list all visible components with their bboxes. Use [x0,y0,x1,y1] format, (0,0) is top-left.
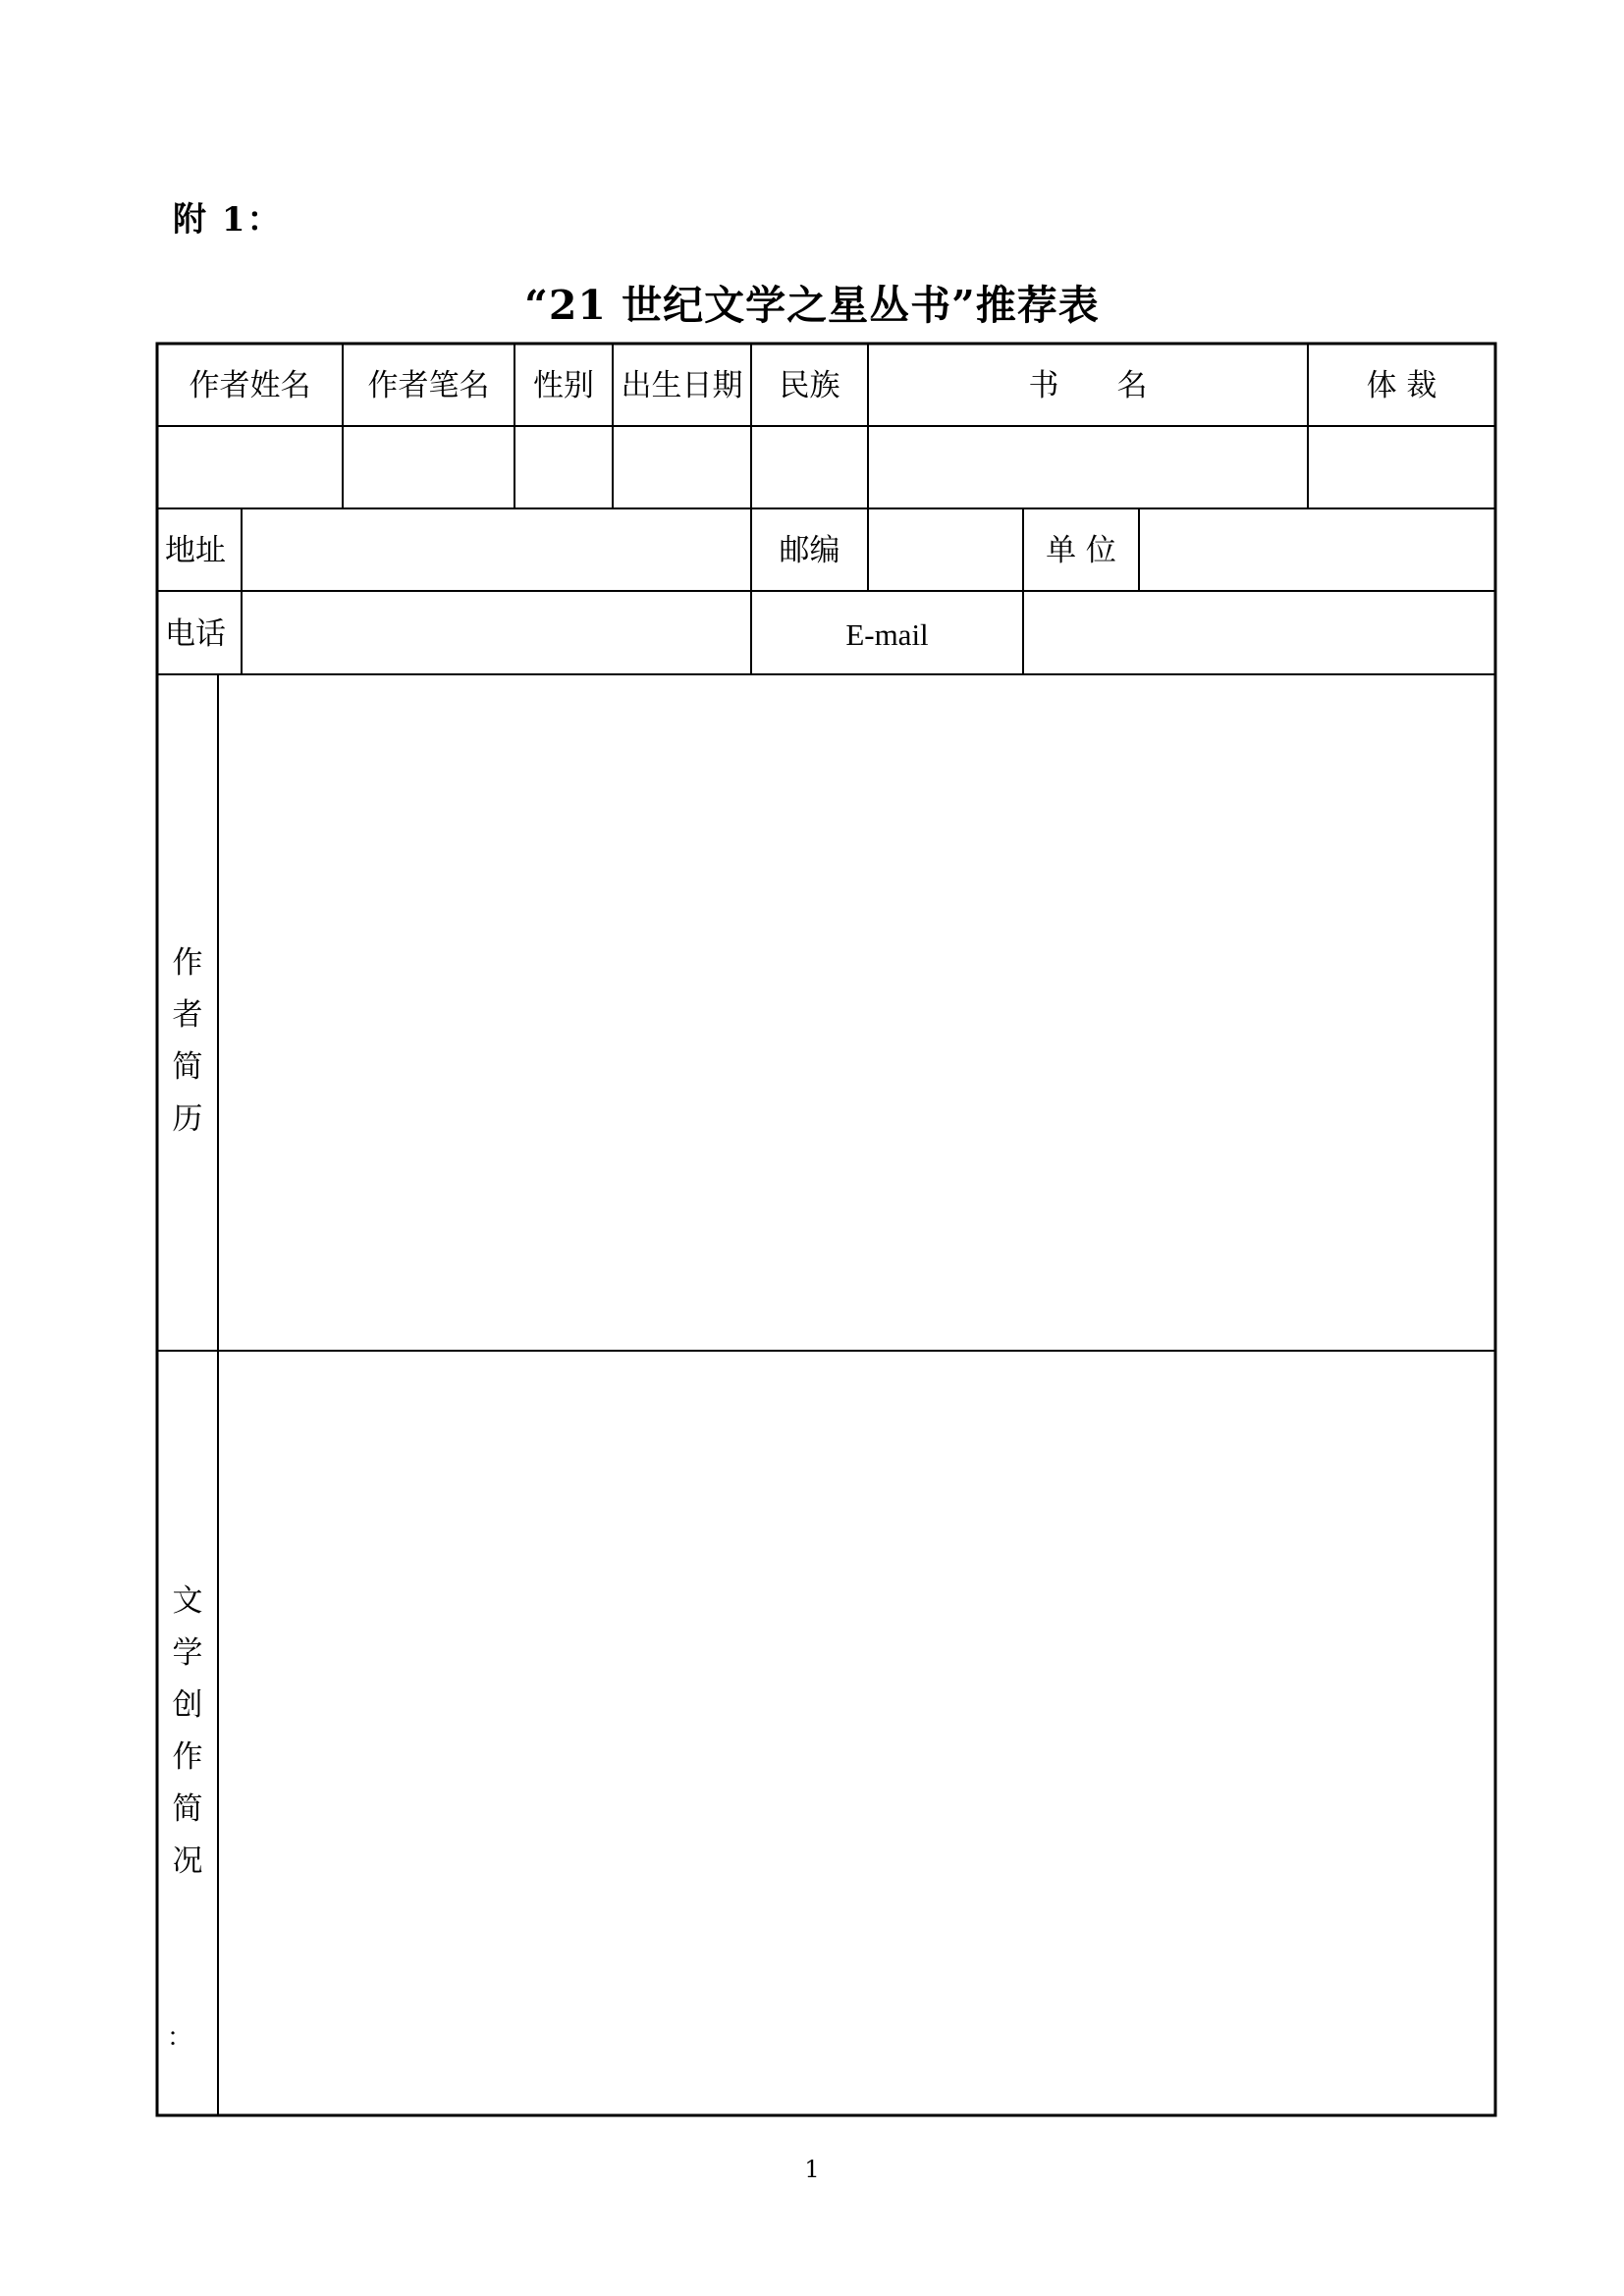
book-title-header: 书 名 [1028,368,1148,403]
writing-summary-label: 文 学 创 作 简 况 [172,1583,203,1879]
address-label: 地址 [165,533,226,568]
gender-header: 性别 [533,368,594,403]
employer-label: 单 位 [1046,533,1116,568]
author-name-header: 作者姓名 [189,368,311,403]
address-field[interactable] [242,508,751,591]
pen-name-header: 作者笔名 [367,368,490,403]
email-field[interactable] [1023,591,1495,674]
employer-field[interactable] [1139,508,1495,591]
ethnicity-header: 民族 [779,368,840,403]
page-number: 1 [804,2156,820,2183]
birth-date-header: 出生日期 [621,368,743,403]
phone-label: 电话 [165,616,226,652]
postcode-label: 邮编 [779,533,840,568]
writing-summary-colon: ： [166,2023,192,2053]
writing-summary-field[interactable] [218,1351,1495,2115]
biography-field[interactable] [218,674,1495,1351]
form-title: “21 世纪文学之星丛书”推荐表 [524,282,1100,329]
biography-label: 作 者 简 历 [172,945,203,1137]
gender-field[interactable] [514,426,613,508]
book-title-field[interactable] [868,426,1308,508]
postcode-field[interactable] [868,508,1023,591]
ethnicity-field[interactable] [751,426,868,508]
email-label: E-mail [845,617,929,652]
genre-field[interactable] [1308,426,1495,508]
phone-field[interactable] [242,591,751,674]
pen-name-field[interactable] [343,426,514,508]
birth-date-field[interactable] [613,426,751,508]
author-name-field[interactable] [157,426,343,508]
genre-header: 体 裁 [1366,368,1437,403]
attachment-label: 附 1： [173,200,283,240]
